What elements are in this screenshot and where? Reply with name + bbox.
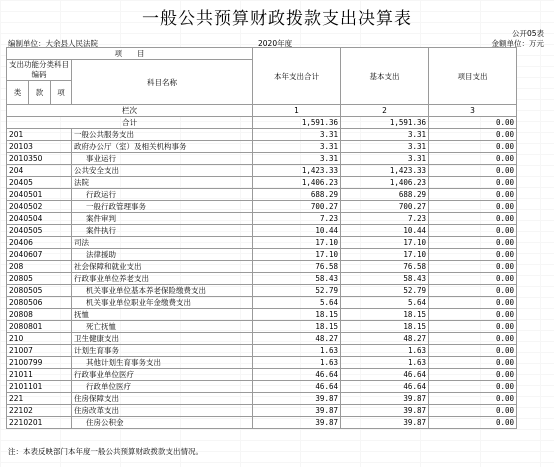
- project-cell[interactable]: 0.00: [429, 345, 517, 357]
- basic-cell[interactable]: 39.87: [341, 393, 429, 405]
- xiang-header[interactable]: 项: [51, 81, 72, 105]
- basic-cell[interactable]: 18.15: [341, 309, 429, 321]
- total-label[interactable]: 合计: [7, 117, 253, 129]
- code-cell[interactable]: 2080505: [7, 285, 72, 297]
- total-cell[interactable]: 48.27: [253, 333, 341, 345]
- expenditure-table: [6, 47, 517, 429]
- basic-cell[interactable]: 1,423.33: [341, 165, 429, 177]
- table-row: [7, 405, 517, 417]
- table-row: [7, 177, 517, 189]
- subject-cell[interactable]: 住房公积金: [72, 417, 253, 429]
- subject-cell[interactable]: 司法: [72, 237, 253, 249]
- project-cell[interactable]: 0.00: [429, 273, 517, 285]
- project-cell[interactable]: 0.00: [429, 249, 517, 261]
- total-cell[interactable]: 10.44: [253, 225, 341, 237]
- code-cell[interactable]: 2010350: [7, 153, 72, 165]
- code-cell[interactable]: 20103: [7, 141, 72, 153]
- total-cell[interactable]: 3.31: [253, 141, 341, 153]
- basic-cell[interactable]: 1.63: [341, 345, 429, 357]
- code-cell[interactable]: 21011: [7, 369, 72, 381]
- subject-cell[interactable]: 社会保障和就业支出: [72, 261, 253, 273]
- code-cell[interactable]: 2040505: [7, 225, 72, 237]
- total-cell[interactable]: 688.29: [253, 189, 341, 201]
- code-cell[interactable]: 2040607: [7, 249, 72, 261]
- total-cell[interactable]: 1.63: [253, 357, 341, 369]
- basic-cell[interactable]: 76.58: [341, 261, 429, 273]
- basic-cell[interactable]: 3.31: [341, 129, 429, 141]
- project-cell[interactable]: 0.00: [429, 393, 517, 405]
- subject-cell[interactable]: 政府办公厅（室）及相关机构事务: [72, 141, 253, 153]
- table-row: [7, 381, 517, 393]
- project-cell[interactable]: 0.00: [429, 333, 517, 345]
- project-cell[interactable]: 0.00: [429, 141, 517, 153]
- total-cell[interactable]: 3.31: [253, 129, 341, 141]
- code-cell[interactable]: 208: [7, 261, 72, 273]
- table-row: [7, 297, 517, 309]
- table-row: [7, 321, 517, 333]
- project-cell[interactable]: 0.00: [429, 417, 517, 429]
- table-row: [7, 129, 517, 141]
- total-cell[interactable]: 700.27: [253, 201, 341, 213]
- col-index-3[interactable]: 3: [429, 105, 517, 117]
- project-cell[interactable]: 0.00: [429, 129, 517, 141]
- basic-cell[interactable]: 17.10: [341, 249, 429, 261]
- form-code: 公开05表: [511, 29, 544, 38]
- project-cell[interactable]: 0.00: [429, 285, 517, 297]
- project-cell[interactable]: 0.00: [429, 369, 517, 381]
- basic-cell[interactable]: 39.87: [341, 405, 429, 417]
- table-row: [7, 273, 517, 285]
- code-cell[interactable]: 20405: [7, 177, 72, 189]
- subject-cell[interactable]: 机关事业单位职业年金缴费支出: [72, 297, 253, 309]
- basic-cell[interactable]: 46.64: [341, 381, 429, 393]
- subject-cell[interactable]: 一般公共服务支出: [72, 129, 253, 141]
- project-cell[interactable]: 0.00: [429, 177, 517, 189]
- subject-name-header[interactable]: 科目名称: [72, 60, 253, 105]
- project-cell[interactable]: 0.00: [429, 189, 517, 201]
- code-cell[interactable]: 210: [7, 333, 72, 345]
- col-basic-header[interactable]: 基本支出: [341, 48, 429, 105]
- code-cell[interactable]: 201: [7, 129, 72, 141]
- subject-cell[interactable]: 抚恤: [72, 309, 253, 321]
- code-cell[interactable]: 2040504: [7, 213, 72, 225]
- table-row: [7, 333, 517, 345]
- basic-cell[interactable]: 688.29: [341, 189, 429, 201]
- basic-cell[interactable]: 3.31: [341, 153, 429, 165]
- col-index-2[interactable]: 2: [341, 105, 429, 117]
- total-cell[interactable]: 39.87: [253, 405, 341, 417]
- basic-cell[interactable]: 52.79: [341, 285, 429, 297]
- basic-cell[interactable]: 1,406.23: [341, 177, 429, 189]
- basic-cell[interactable]: 7.23: [341, 213, 429, 225]
- code-cell[interactable]: 2080506: [7, 297, 72, 309]
- project-cell[interactable]: 0.00: [429, 237, 517, 249]
- table-row: [7, 249, 517, 261]
- total-cell[interactable]: 17.10: [253, 249, 341, 261]
- table-row: [7, 201, 517, 213]
- basic-cell[interactable]: 48.27: [341, 333, 429, 345]
- project-cell[interactable]: 0.00: [429, 153, 517, 165]
- report-title: 一般公共预算财政拨款支出决算表: [142, 9, 412, 29]
- code-cell[interactable]: 20808: [7, 309, 72, 321]
- table-row: [7, 369, 517, 381]
- total-cell[interactable]: 52.79: [253, 285, 341, 297]
- total-cell[interactable]: 18.15: [253, 309, 341, 321]
- code-cell[interactable]: 2080801: [7, 321, 72, 333]
- basic-cell[interactable]: 3.31: [341, 141, 429, 153]
- project-cell[interactable]: 0.00: [429, 357, 517, 369]
- basic-cell[interactable]: 10.44: [341, 225, 429, 237]
- total-cell[interactable]: 39.87: [253, 417, 341, 429]
- subject-cell[interactable]: 行政事业单位医疗: [72, 369, 253, 381]
- total-cell[interactable]: 17.10: [253, 237, 341, 249]
- total-cell[interactable]: 7.23: [253, 213, 341, 225]
- code-cell[interactable]: 204: [7, 165, 72, 177]
- col-project-header[interactable]: 项目支出: [429, 48, 517, 105]
- total-cell[interactable]: 46.64: [253, 381, 341, 393]
- subject-cell[interactable]: 案件审判: [72, 213, 253, 225]
- subject-cell[interactable]: 法律援助: [72, 249, 253, 261]
- code-cell[interactable]: 2040502: [7, 201, 72, 213]
- code-cell[interactable]: 20805: [7, 273, 72, 285]
- total-cell[interactable]: 3.31: [253, 153, 341, 165]
- total-cell[interactable]: 18.15: [253, 321, 341, 333]
- code-cell[interactable]: 2210201: [7, 417, 72, 429]
- lanci-label[interactable]: 栏次: [7, 105, 253, 117]
- table-row: [7, 189, 517, 201]
- unit-label: 编制单位：大余县人民法院: [8, 39, 98, 48]
- code-cell[interactable]: 20406: [7, 237, 72, 249]
- table-row: [7, 345, 517, 357]
- total-cell[interactable]: 46.64: [253, 369, 341, 381]
- code-cell[interactable]: 2101101: [7, 381, 72, 393]
- code-cell[interactable]: 221: [7, 393, 72, 405]
- code-cell[interactable]: 2040501: [7, 189, 72, 201]
- basic-cell[interactable]: 5.64: [341, 297, 429, 309]
- subject-cell[interactable]: 死亡抚恤: [72, 321, 253, 333]
- table-row: [7, 237, 517, 249]
- basic-cell[interactable]: 58.43: [341, 273, 429, 285]
- project-cell[interactable]: 0.00: [429, 225, 517, 237]
- table-row: [7, 225, 517, 237]
- table-row: [7, 393, 517, 405]
- project-cell[interactable]: 0.00: [429, 165, 517, 177]
- subject-cell[interactable]: 法院: [72, 177, 253, 189]
- table-row: [7, 213, 517, 225]
- table-row: [7, 141, 517, 153]
- code-cell[interactable]: 22102: [7, 405, 72, 417]
- col-index-1[interactable]: 1: [253, 105, 341, 117]
- lei-header[interactable]: 类: [7, 81, 29, 105]
- project-header[interactable]: 项 目: [7, 48, 253, 60]
- subject-cell[interactable]: 行政运行: [72, 189, 253, 201]
- total-col2[interactable]: 1,591.36: [341, 117, 429, 129]
- total-col3[interactable]: 0.00: [429, 117, 517, 129]
- subject-cell[interactable]: 行政事业单位养老支出: [72, 273, 253, 285]
- table-row: [7, 417, 517, 429]
- footnote: 注：本表反映部门本年度一般公共预算财政拨款支出情况。: [8, 447, 203, 456]
- project-cell[interactable]: 0.00: [429, 381, 517, 393]
- table-row: [7, 153, 517, 165]
- basic-cell[interactable]: 18.15: [341, 321, 429, 333]
- project-cell[interactable]: 0.00: [429, 321, 517, 333]
- subject-cell[interactable]: 住房改革支出: [72, 405, 253, 417]
- currency-label: 金额单位：万元: [491, 39, 544, 48]
- col-total-header[interactable]: 本年支出合计: [253, 48, 341, 105]
- subject-cell[interactable]: 机关事业单位基本养老保险缴费支出: [72, 285, 253, 297]
- project-cell[interactable]: 0.00: [429, 309, 517, 321]
- func-code-header[interactable]: 支出功能分类科目编码: [7, 60, 72, 81]
- basic-cell[interactable]: 1.63: [341, 357, 429, 369]
- table-row: [7, 285, 517, 297]
- subject-cell[interactable]: 案件执行: [72, 225, 253, 237]
- table-row: [7, 357, 517, 369]
- total-cell[interactable]: 39.87: [253, 393, 341, 405]
- table-row: [7, 165, 517, 177]
- project-cell[interactable]: 0.00: [429, 201, 517, 213]
- subject-cell[interactable]: 其他计划生育事务支出: [72, 357, 253, 369]
- project-cell[interactable]: 0.00: [429, 261, 517, 273]
- basic-cell[interactable]: 700.27: [341, 201, 429, 213]
- table-row: [7, 261, 517, 273]
- kuan-header[interactable]: 款: [29, 81, 51, 105]
- subject-cell[interactable]: 事业运行: [72, 153, 253, 165]
- subject-cell[interactable]: 行政单位医疗: [72, 381, 253, 393]
- project-cell[interactable]: 0.00: [429, 405, 517, 417]
- total-cell[interactable]: 1,406.23: [253, 177, 341, 189]
- table-row: [7, 309, 517, 321]
- basic-cell[interactable]: 39.87: [341, 417, 429, 429]
- subject-cell[interactable]: 计划生育事务: [72, 345, 253, 357]
- project-cell[interactable]: 0.00: [429, 297, 517, 309]
- total-cell[interactable]: 5.64: [253, 297, 341, 309]
- total-cell[interactable]: 1,423.33: [253, 165, 341, 177]
- subject-cell[interactable]: 公共安全支出: [72, 165, 253, 177]
- basic-cell[interactable]: 17.10: [341, 237, 429, 249]
- total-cell[interactable]: 58.43: [253, 273, 341, 285]
- total-cell[interactable]: 76.58: [253, 261, 341, 273]
- total-col1[interactable]: 1,591.36: [253, 117, 341, 129]
- year-label: 2020年度: [258, 39, 293, 48]
- subject-cell[interactable]: 住房保障支出: [72, 393, 253, 405]
- project-cell[interactable]: 0.00: [429, 213, 517, 225]
- subject-cell[interactable]: 卫生健康支出: [72, 333, 253, 345]
- subject-cell[interactable]: 一般行政管理事务: [72, 201, 253, 213]
- total-cell[interactable]: 1.63: [253, 345, 341, 357]
- basic-cell[interactable]: 46.64: [341, 369, 429, 381]
- code-cell[interactable]: 2100799: [7, 357, 72, 369]
- code-cell[interactable]: 21007: [7, 345, 72, 357]
